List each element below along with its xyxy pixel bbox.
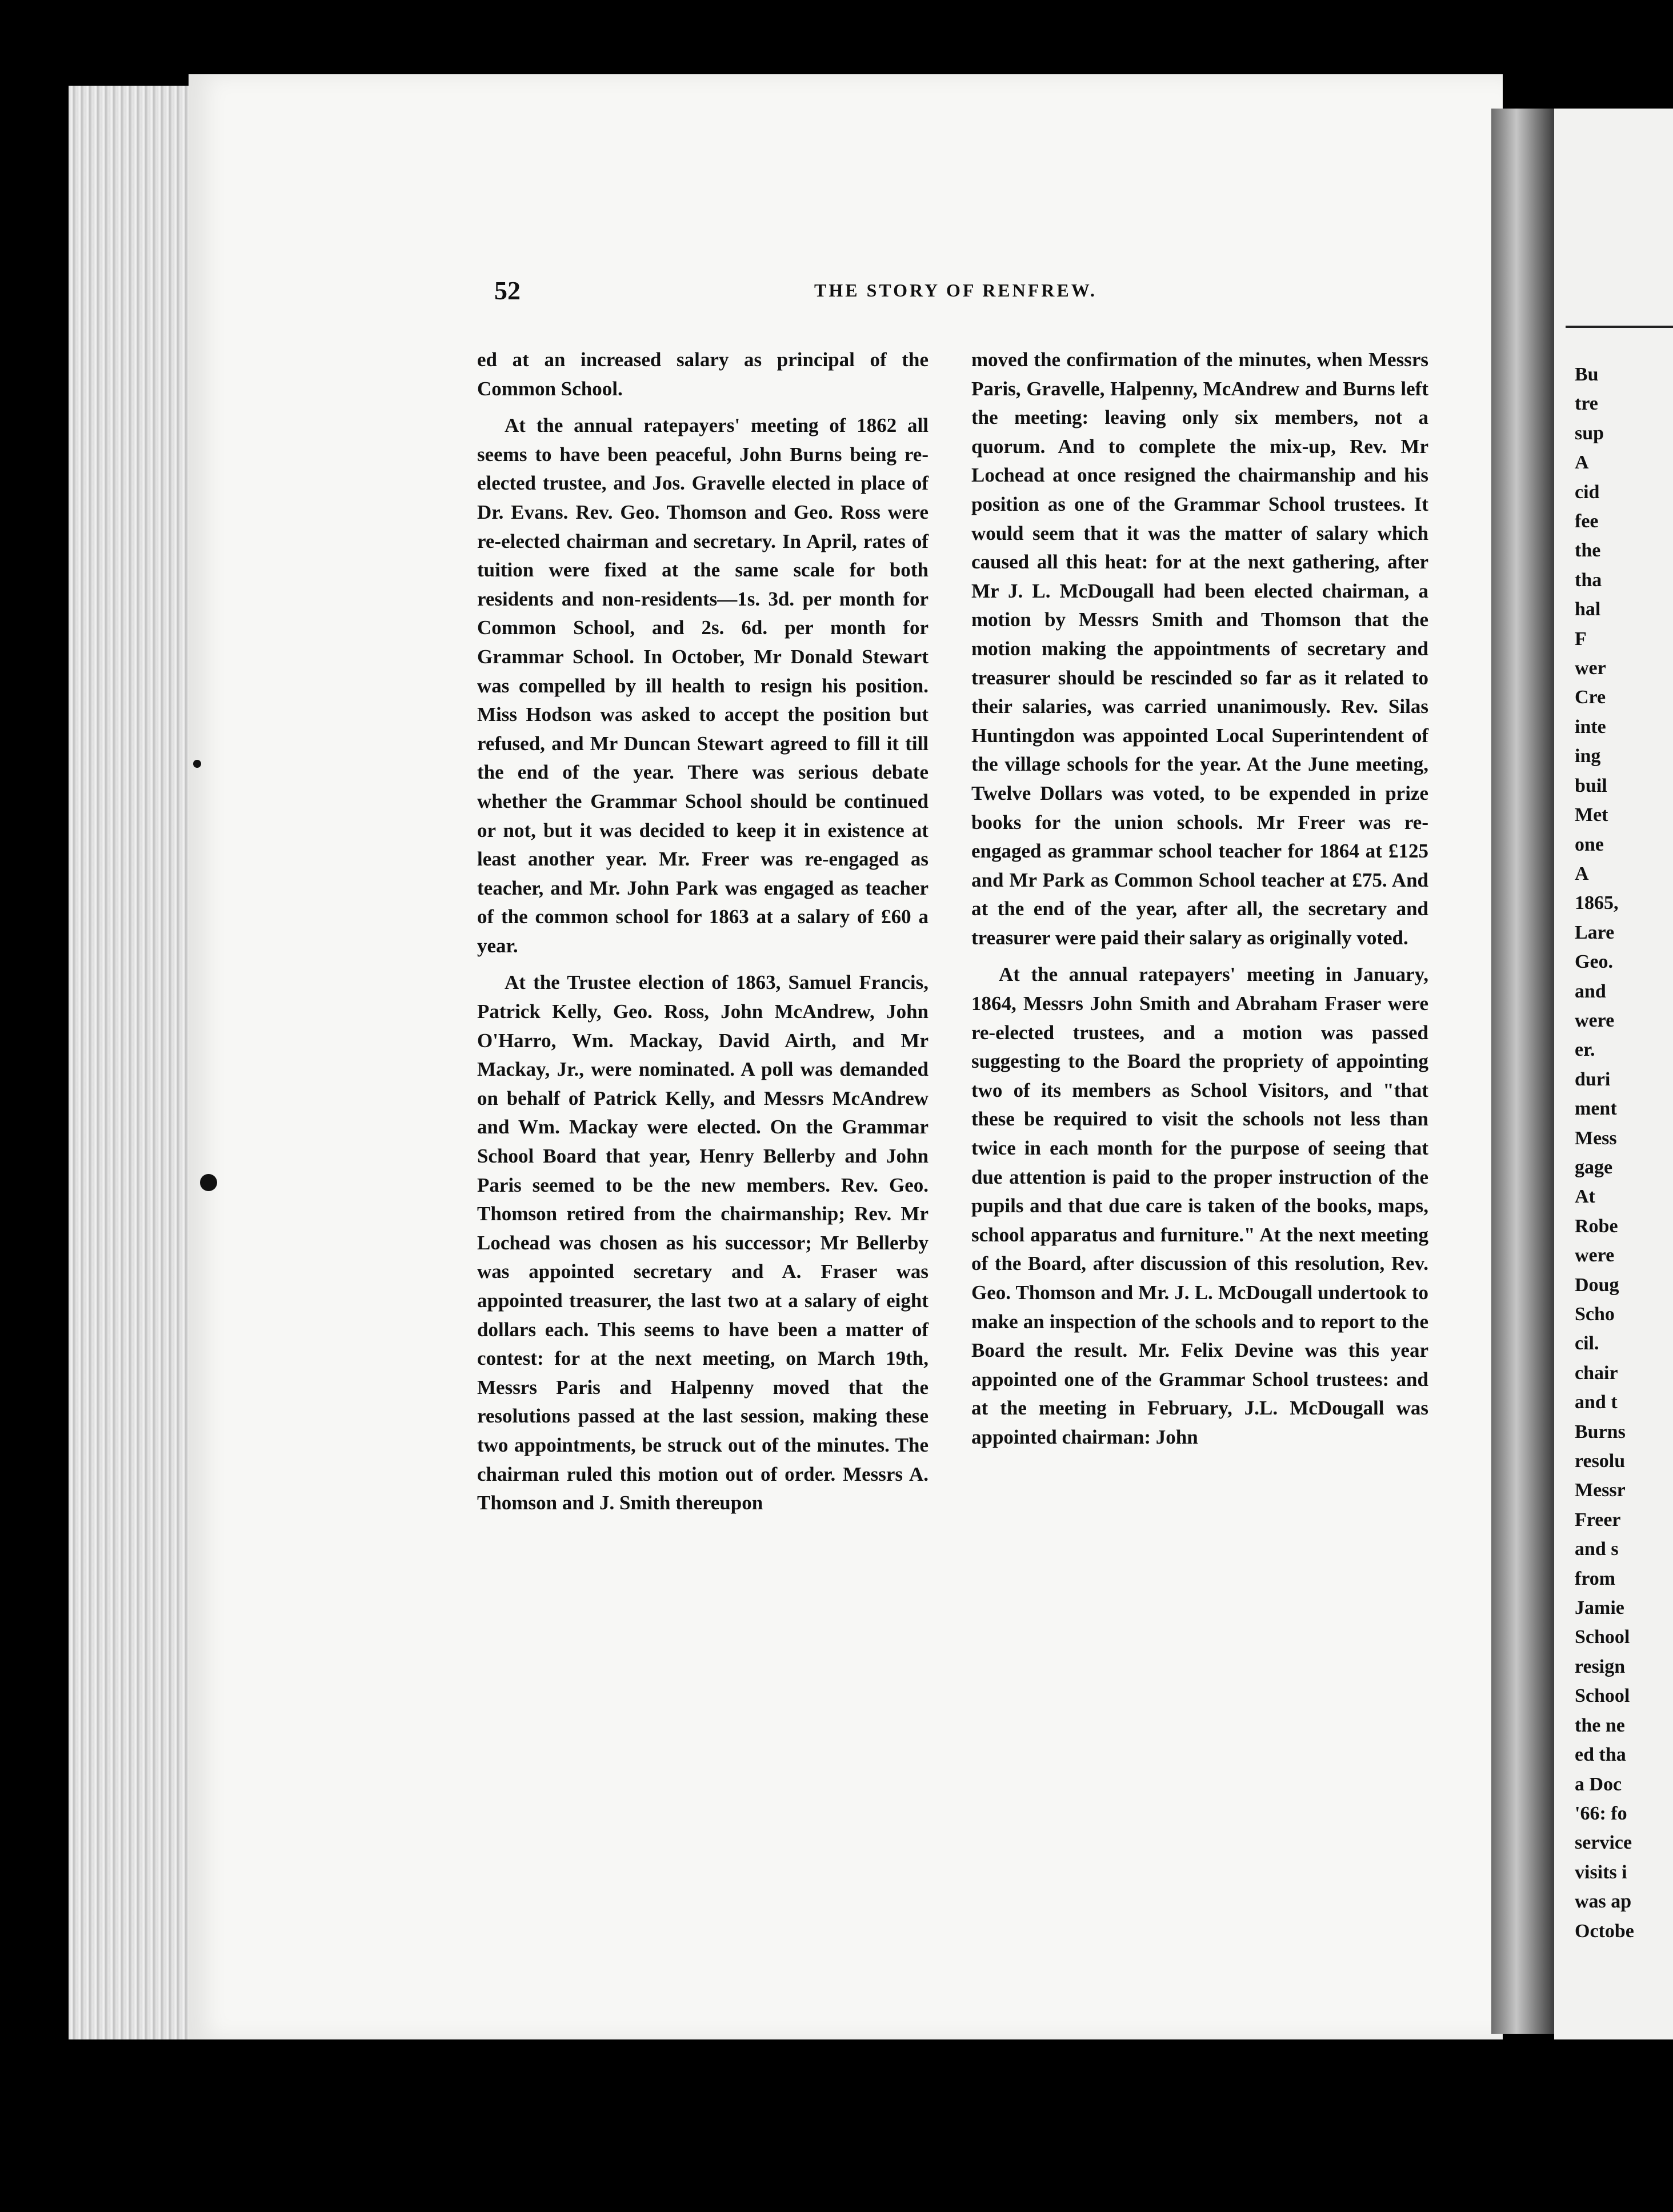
facing-page-line: Freer bbox=[1575, 1509, 1621, 1530]
facing-page-line: chair bbox=[1575, 1362, 1618, 1384]
facing-page-line: one bbox=[1575, 833, 1604, 855]
facing-page-fragment bbox=[1554, 109, 1673, 2039]
paragraph: At the annual ratepayers' meeting in January, 1864, Messrs John Smith and Abraham Fraser were re-elected trustees, and a motion was passed suggesting to the Board the propriety of appointing two of its members as School Visitors, and "that these be required to visit the schools not less than twice in each month for the purpose of seeing that due attention is paid to the proper instruction of the pupils and that due care is taken of the books, maps, school apparatus and furniture." At the next meeting of the Board, after discussion of this resolution, Rev. Geo. Thomson and Mr. J. L. McDougall undertook to make an inspection of the schools and to report to the Board the result. Mr. Felix Devine was this year appointed one of the Grammar School trustees: and at the meeting in February, J.L. McDougall was appointed chairman: John bbox=[971, 963, 1428, 1448]
facing-page-line: A bbox=[1575, 452, 1589, 474]
paragraph: ed at an increased salary as principal of the Common School. bbox=[477, 348, 928, 400]
facing-page-line: hal bbox=[1575, 599, 1601, 620]
facing-page-line: the bbox=[1575, 540, 1601, 562]
facing-page-line: gage bbox=[1575, 1156, 1613, 1178]
facing-page-line: A bbox=[1575, 863, 1589, 884]
facing-page-line: were bbox=[1575, 1245, 1615, 1267]
facing-page-line: tre bbox=[1575, 393, 1598, 415]
facing-page-line: the ne bbox=[1575, 1714, 1625, 1736]
facing-page-header-rule bbox=[1566, 326, 1673, 328]
facing-page-line: Octobe bbox=[1575, 1920, 1634, 1942]
facing-page-line: sup bbox=[1575, 422, 1604, 444]
facing-page-line: F bbox=[1575, 628, 1587, 650]
facing-page-line: were bbox=[1575, 1009, 1615, 1031]
facing-page-line: Met bbox=[1575, 804, 1608, 826]
facing-page-line: ment bbox=[1575, 1098, 1617, 1120]
facing-page-line: resign bbox=[1575, 1656, 1626, 1677]
page-header: THE STORY OF RENFREW. bbox=[814, 280, 1097, 300]
facing-page-line: tha bbox=[1575, 569, 1602, 591]
facing-page-line: and t bbox=[1575, 1392, 1618, 1413]
right-text-column bbox=[971, 346, 1428, 1460]
facing-page-line: wer bbox=[1575, 658, 1606, 679]
paragraph: At the Trustee election of 1863, Samuel Francis, Patrick Kelly, Geo. Ross, John McAndrew, John O'Harro, Wm. Mackay, David Airth, and Mr Mackay, Jr., were nominated. A poll was demanded on behalf of Patrick Kelly, and Messrs McAndrew and Wm. Mackay were elected. On the Grammar School Board that year, Henry Bellerby and John Paris seemed to be the new members. Rev. Geo. Thomson retired from the chairmanship; Rev. Mr Lochead was chosen as his successor; Mr Bellerby was appointed secretary and A. Fraser was appointed treasurer, the last two at a salary of eight dollars each. This seems to have been a matter of contest: for at the next meeting, on March 19th, Messrs Paris and Halpenny moved that the resolutions passed at the last session, making these two appointments, be struck out of the minutes. The chairman ruled this motion out of order. Messrs A. Thomson and J. Smith thereupon bbox=[477, 971, 928, 1514]
facing-page-line: er. bbox=[1575, 1039, 1595, 1061]
facing-page-line: service bbox=[1575, 1832, 1632, 1854]
paragraph: moved the confirmation of the minutes, when Messrs Paris, Gravelle, Halpenny, McAndrew and Burns left the meeting: leaving only six members, not a quorum. And to complete the mix-up, Rev. Mr Lochead at once resigned the chairmanship and his position as one of the Grammar School trustees. It would seem that it was the matter of salary which caused all this heat: for at the next gathering, after Mr J. L. McDougall had been elected chairman, a motion by Messrs Smith and Thomson that the motion making the appointments of secretary and treasurer should be rescinded so far as it related to their salaries, was carried unanimously. Rev. Silas Huntingdon was appointed Local Superintendent of the village schools for the year. At the June meeting, Twelve Dollars was voted, to be expended in prize books for the union schools. Mr Freer was re-engaged as grammar school teacher for 1864 at £125 and Mr Park as Common School teacher at £75. And at the end of the year, after all, the secretary and treasurer were paid their salary as originally voted. bbox=[971, 348, 1428, 949]
facing-page-line: '66: fo bbox=[1575, 1802, 1627, 1824]
facing-page-line: a Doc bbox=[1575, 1773, 1622, 1795]
facing-page-line: fee bbox=[1575, 511, 1599, 532]
scan-speck bbox=[193, 760, 201, 768]
facing-page-line: inte bbox=[1575, 716, 1606, 738]
paragraph: At the annual ratepayers' meeting of 1862 all seems to have been peaceful, John Burns being re-elected trustee, and Jos. Gravelle elected in place of Dr. Evans. Rev. Geo. Thomson and Geo. Ross were re-elected chairman and secretary. In April, rates of tuition were fixed at the same scale for both residents and non-residents—1s. 3d. per month for Common School, and 2s. 6d. per month for Grammar School. In October, Mr Donald Stewart was compelled by ill health to resign his position. Miss Hodson was asked to accept the position but refused, and Mr Duncan Stewart agreed to fill it till the end of the year. There was serious debate whether the Grammar School should be continued or not, but it was decided to keep it in existence at least another year. Mr. Freer was re-engaged as teacher, and Mr. John Park was engaged as teacher of the common school for 1863 at a salary of £60 a year. bbox=[477, 414, 928, 957]
facing-page-line: Jamie bbox=[1575, 1597, 1624, 1619]
facing-page-line: Bu bbox=[1575, 364, 1599, 385]
facing-page-line: Burns bbox=[1575, 1421, 1626, 1442]
facing-page-line: Robe bbox=[1575, 1215, 1618, 1237]
facing-page-line: School bbox=[1575, 1685, 1630, 1707]
facing-page-line: School bbox=[1575, 1626, 1630, 1648]
page-number: 52 bbox=[494, 276, 521, 305]
facing-page-line: Doug bbox=[1575, 1274, 1619, 1296]
facing-page-line: and s bbox=[1575, 1538, 1619, 1560]
facing-page-line: cil. bbox=[1575, 1333, 1599, 1355]
facing-page-line: At bbox=[1575, 1186, 1595, 1208]
facing-page-line: buil bbox=[1575, 775, 1607, 796]
left-text-column bbox=[477, 346, 928, 1526]
facing-page-line: 1865, bbox=[1575, 892, 1619, 914]
book-spine-shadow bbox=[1491, 109, 1554, 2034]
facing-page-line: resolu bbox=[1575, 1450, 1626, 1472]
running-head bbox=[494, 275, 1431, 310]
facing-page-line: was ap bbox=[1575, 1891, 1632, 1913]
facing-page-line: Scho bbox=[1575, 1304, 1615, 1325]
facing-page-line: Mess bbox=[1575, 1127, 1617, 1149]
facing-page-line: ing bbox=[1575, 746, 1601, 767]
facing-page-line: from bbox=[1575, 1568, 1616, 1589]
facing-page-line: Messr bbox=[1575, 1480, 1626, 1501]
scan-speck bbox=[200, 1174, 217, 1191]
facing-page-line: ed tha bbox=[1575, 1744, 1626, 1766]
facing-page-line: Cre bbox=[1575, 687, 1606, 708]
facing-page-line: duri bbox=[1575, 1068, 1611, 1090]
facing-page-line: cid bbox=[1575, 481, 1600, 503]
facing-page-line: and bbox=[1575, 980, 1606, 1002]
facing-page-text bbox=[1575, 360, 1634, 1946]
facing-page-line: Lare bbox=[1575, 921, 1615, 943]
facing-page-line: visits i bbox=[1575, 1861, 1627, 1883]
facing-page-line: Geo. bbox=[1575, 951, 1614, 973]
